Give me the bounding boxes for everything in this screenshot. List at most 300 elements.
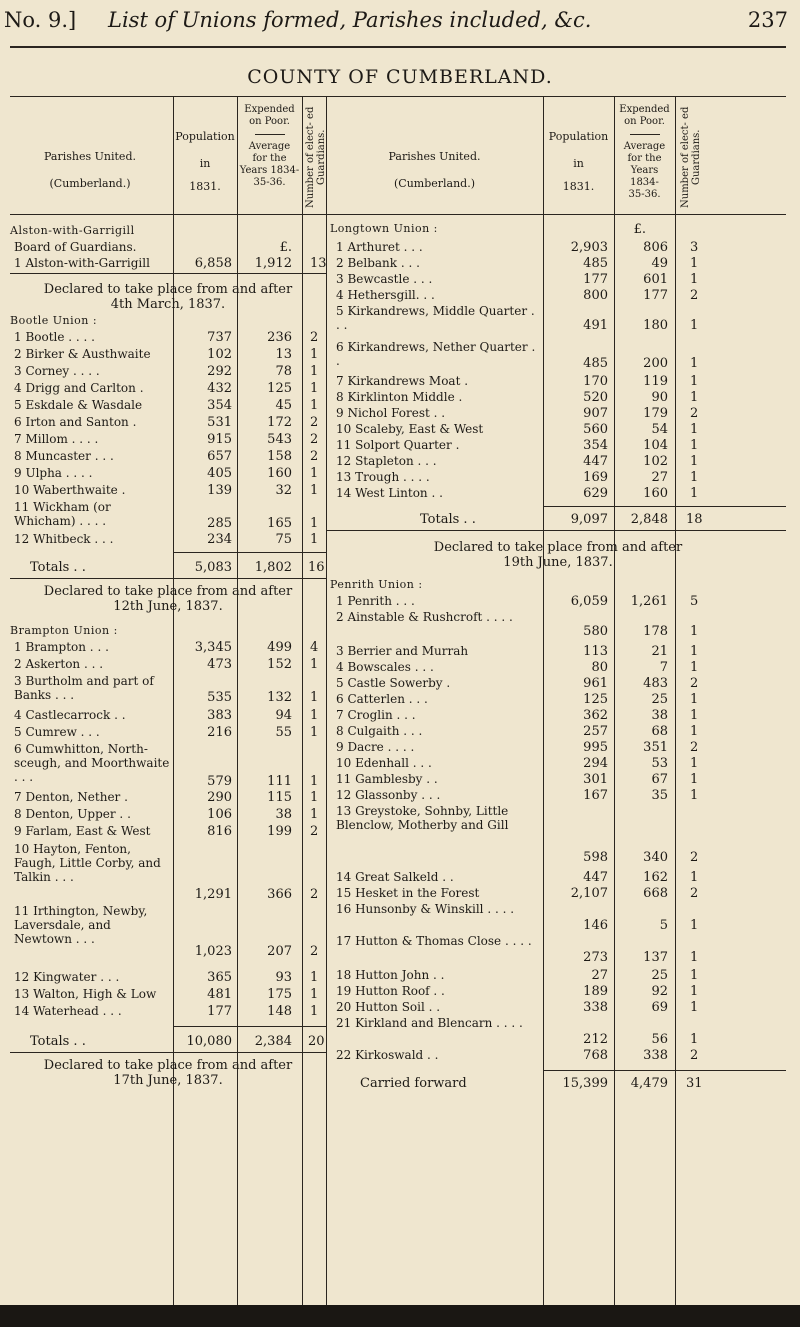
penrith-parish-name: 1 Penrith . . . <box>336 594 415 608</box>
bootle-union-title: Bootle Union : <box>10 314 98 327</box>
bootle-guardians: 1 <box>310 364 319 379</box>
penrith-population: 113 <box>583 644 608 659</box>
penrith-parish-name: 13 Greystoke, Sohnby, Little Blenclow, Motherby and Gill <box>336 804 509 832</box>
penrith-population: 212 <box>583 1032 608 1047</box>
brampton-totals-label: Totals . . <box>30 1034 86 1049</box>
bootle-parish-name: 6 Irton and Santon . <box>14 415 137 429</box>
penrith-expended: 67 <box>651 772 668 787</box>
longtown-parish-name: 2 Belbank . . . <box>336 256 420 270</box>
bootle-guardians: 1 <box>310 516 319 531</box>
right-guard-divider <box>675 96 676 1306</box>
bootle-guardians: 1 <box>310 483 319 498</box>
brampton-expended: 148 <box>267 1004 292 1019</box>
brampton-population: 1,023 <box>194 944 232 959</box>
penrith-expended: 483 <box>643 676 668 691</box>
penrith-parish-name: 19 Hutton Roof . . <box>336 984 445 998</box>
brampton-expended: 499 <box>267 640 292 655</box>
brampton-parish-name: 2 Askerton . . . <box>14 657 104 671</box>
penrith-guardians: 2 <box>690 676 699 691</box>
brampton-expended: 111 <box>267 774 292 789</box>
penrith-population: 27 <box>591 968 608 983</box>
penrith-population: 6,059 <box>570 594 608 609</box>
declaration-line: Declared to take place from and after <box>43 1058 293 1073</box>
longtown-population: 447 <box>583 454 608 469</box>
bootle-parish-name: 10 Waberthwaite . <box>14 483 126 497</box>
penrith-population: 167 <box>583 788 608 803</box>
penrith-expended: 25 <box>651 968 668 983</box>
longtown-parish-name: 12 Stapleton . . . <box>336 454 437 468</box>
bootle-expended: 160 <box>267 466 292 481</box>
brampton-expended: 55 <box>275 725 292 740</box>
declaration-line: 17th June, 1837. <box>113 1073 223 1088</box>
penrith-expended: 5 <box>659 918 668 933</box>
declaration-line: Declared to take place from and after <box>43 282 293 297</box>
penrith-guardians: 1 <box>690 660 699 675</box>
penrith-population: 768 <box>583 1048 608 1063</box>
brampton-parish-name: 6 Cumwhitton, North-sceugh, and Moorthwaite . . . <box>14 742 170 784</box>
longtown-guardians: 1 <box>690 390 699 405</box>
left-col-parishes: Parishes United. (Cumberland.) <box>44 150 136 190</box>
table-top-rule <box>10 96 786 97</box>
longtown-expended: 102 <box>643 454 668 469</box>
bootle-population: 354 <box>207 398 232 413</box>
brampton-guardians: 1 <box>310 970 319 985</box>
longtown-parish-name: 13 Trough . . . . <box>336 470 430 484</box>
brampton-population: 365 <box>207 970 232 985</box>
penrith-guardians: 1 <box>690 772 699 787</box>
longtown-guardians: 1 <box>690 422 699 437</box>
penrith-expended: 7 <box>659 660 668 675</box>
penrith-population: 995 <box>583 740 608 755</box>
penrith-guardians: 1 <box>690 950 699 965</box>
longtown-population: 485 <box>583 256 608 271</box>
bootle-guardians: 1 <box>310 381 319 396</box>
alston-population: 6,858 <box>194 256 232 271</box>
penrith-guardians: 2 <box>690 850 699 865</box>
penrith-carried-label: Carried forward <box>360 1076 467 1091</box>
brampton-population: 1,291 <box>194 887 232 902</box>
penrith-expended: 56 <box>651 1032 668 1047</box>
penrith-parish-name: 21 Kirkland and Blencarn . . . . <box>336 1016 523 1030</box>
longtown-total-exp: 2,848 <box>630 512 668 527</box>
longtown-population: 170 <box>583 374 608 389</box>
longtown-parish-name: 6 Kirkandrews, Nether Quarter . . <box>336 340 536 368</box>
longtown-guardians: 1 <box>690 486 699 501</box>
longtown-expended: 806 <box>643 240 668 255</box>
longtown-population: 177 <box>583 272 608 287</box>
left-col-population: Population in 1831. <box>175 130 235 193</box>
longtown-expended: 177 <box>643 288 668 303</box>
brampton-total-pop: 10,080 <box>186 1034 232 1049</box>
penrith-guardians: 1 <box>690 870 699 885</box>
longtown-total-g: 18 <box>686 512 703 527</box>
penrith-guardians: 1 <box>690 692 699 707</box>
bootle-parish-name: 3 Corney . . . . <box>14 364 100 378</box>
penrith-expended: 338 <box>643 1048 668 1063</box>
longtown-population: 491 <box>583 318 608 333</box>
brampton-guardians: 1 <box>310 807 319 822</box>
longtown-end-rule <box>326 530 786 531</box>
brampton-guardians: 1 <box>310 987 319 1002</box>
bootle-end-rule <box>10 578 326 579</box>
bootle-guardians: 2 <box>310 449 319 464</box>
brampton-guardians: 1 <box>310 657 319 672</box>
alston-union-title: Alston-with-Garrigill <box>10 224 135 237</box>
longtown-expended: 90 <box>651 390 668 405</box>
penrith-expended: 137 <box>643 950 668 965</box>
brampton-guardians: 4 <box>310 640 319 655</box>
penrith-population: 301 <box>583 772 608 787</box>
brampton-expended: 366 <box>267 887 292 902</box>
brampton-population: 216 <box>207 725 232 740</box>
penrith-population: 125 <box>583 692 608 707</box>
brampton-guardians: 2 <box>310 887 319 902</box>
brampton-population: 290 <box>207 790 232 805</box>
declaration-line: Declared to take place from and after <box>433 540 683 555</box>
brampton-parish-name: 4 Castlecarrock . . <box>14 708 126 722</box>
brampton-population: 535 <box>207 690 232 705</box>
penrith-parish-name: 12 Glassonby . . . <box>336 788 441 802</box>
brampton-guardians: 1 <box>310 1004 319 1019</box>
longtown-total-rule <box>543 506 786 507</box>
penrith-guardians: 5 <box>690 594 699 609</box>
longtown-parish-name: 8 Kirklinton Middle . <box>336 390 463 404</box>
penrith-total-exp: 4,479 <box>630 1076 668 1091</box>
penrith-total-rule <box>543 1070 786 1071</box>
left-col-guardians: Number of elect- ed Guardians. <box>305 106 327 208</box>
brampton-guardians: 1 <box>310 774 319 789</box>
right-col-parishes: Parishes United. (Cumberland.) <box>388 150 481 190</box>
brampton-guardians: 1 <box>310 708 319 723</box>
header-rule <box>10 46 786 48</box>
bootle-guardians: 1 <box>310 347 319 362</box>
brampton-parish-name: 13 Walton, High & Low <box>14 987 157 1001</box>
penrith-population: 338 <box>583 1000 608 1015</box>
penrith-expended: 351 <box>643 740 668 755</box>
penrith-guardians: 1 <box>690 644 699 659</box>
bootle-parish-name: 4 Drigg and Carlton . <box>14 381 144 395</box>
longtown-guardians: 2 <box>690 406 699 421</box>
bootle-population: 102 <box>207 347 232 362</box>
penrith-population: 146 <box>583 918 608 933</box>
bootle-population: 657 <box>207 449 232 464</box>
bootle-expended: 172 <box>267 415 292 430</box>
brampton-expended: 94 <box>275 708 292 723</box>
longtown-expended: 179 <box>643 406 668 421</box>
penrith-expended: 25 <box>651 692 668 707</box>
brampton-parish-name: 12 Kingwater . . . <box>14 970 120 984</box>
bootle-total-pop: 5,083 <box>194 560 232 575</box>
bootle-total-exp: 1,802 <box>254 560 292 575</box>
page-running-title: List of Unions formed, Parishes included, &c. <box>108 8 592 32</box>
longtown-parish-name: 4 Hethersgill. . . <box>336 288 435 302</box>
brampton-population: 579 <box>207 774 232 789</box>
longtown-guardians: 1 <box>690 318 699 333</box>
penrith-guardians: 2 <box>690 886 699 901</box>
bootle-expended: 165 <box>267 516 292 531</box>
alston-guardians: 13 <box>310 256 327 271</box>
penrith-parish-name: 17 Hutton & Thomas Close . . . . <box>336 934 532 948</box>
penrith-expended: 668 <box>643 886 668 901</box>
bootle-expended: 543 <box>267 432 292 447</box>
bootle-totals-label: Totals . . <box>30 560 86 575</box>
penrith-parish-name: 11 Gamblesby . . <box>336 772 438 786</box>
brampton-expended: 38 <box>275 807 292 822</box>
penrith-population: 257 <box>583 724 608 739</box>
penrith-parish-name: 14 Great Salkeld . . <box>336 870 454 884</box>
penrith-parish-name: 4 Bowscales . . . <box>336 660 434 674</box>
table-header-rule <box>10 214 786 215</box>
longtown-currency: £. <box>633 222 646 237</box>
brampton-guardians: 2 <box>310 824 319 839</box>
penrith-expended: 69 <box>651 1000 668 1015</box>
bootle-population: 737 <box>207 330 232 345</box>
longtown-expended: 27 <box>651 470 668 485</box>
longtown-union-title: Longtown Union : <box>330 222 438 235</box>
longtown-parish-name: 5 Kirkandrews, Middle Quarter . . . <box>336 304 535 332</box>
longtown-guardians: 1 <box>690 272 699 287</box>
bootle-population: 405 <box>207 466 232 481</box>
bootle-parish-name: 1 Bootle . . . . <box>14 330 95 344</box>
longtown-parish-name: 10 Scaleby, East & West <box>336 422 484 436</box>
penrith-guardians: 2 <box>690 740 699 755</box>
longtown-expended: 119 <box>643 374 668 389</box>
penrith-expended: 92 <box>651 984 668 999</box>
bootle-expended: 13 <box>275 347 292 362</box>
brampton-expended: 132 <box>267 690 292 705</box>
bootle-population: 139 <box>207 483 232 498</box>
right-col-guardians: Number of elect- ed Guardians. <box>680 106 702 208</box>
penrith-guardians: 1 <box>690 918 699 933</box>
brampton-expended: 115 <box>267 790 292 805</box>
longtown-expended: 49 <box>651 256 668 271</box>
brampton-guardians: 1 <box>310 690 319 705</box>
longtown-population: 629 <box>583 486 608 501</box>
penrith-population: 2,107 <box>570 886 608 901</box>
longtown-guardians: 3 <box>690 240 699 255</box>
penrith-population: 362 <box>583 708 608 723</box>
bootle-parish-name: 12 Whitbeck . . . <box>14 532 114 546</box>
penrith-parish-name: 22 Kirkoswald . . <box>336 1048 439 1062</box>
bootle-expended: 125 <box>267 381 292 396</box>
bootle-guardians: 2 <box>310 330 319 345</box>
brampton-parish-name: 14 Waterhead . . . <box>14 1004 122 1018</box>
longtown-parish-name: 1 Arthuret . . . <box>336 240 423 254</box>
county-title: COUNTY OF CUMBERLAND. <box>247 66 553 88</box>
bootle-expended: 45 <box>275 398 292 413</box>
bootle-parish-name: 7 Millom . . . . <box>14 432 99 446</box>
longtown-parish-name: 3 Bewcastle . . . <box>336 272 433 286</box>
penrith-population: 580 <box>583 624 608 639</box>
alston-expended: 1,912 <box>254 256 292 271</box>
penrith-guardians: 2 <box>690 1048 699 1063</box>
penrith-population: 294 <box>583 756 608 771</box>
penrith-parish-name: 15 Hesket in the Forest <box>336 886 480 900</box>
longtown-expended: 601 <box>643 272 668 287</box>
penrith-population: 598 <box>583 850 608 865</box>
longtown-population: 560 <box>583 422 608 437</box>
page-number: 237 <box>747 8 788 32</box>
brampton-expended: 93 <box>275 970 292 985</box>
bootle-expended: 75 <box>275 532 292 547</box>
bootle-total-g: 16 <box>308 560 325 575</box>
brampton-parish-name: 3 Burtholm and part of Banks . . . <box>14 674 154 702</box>
bootle-population: 292 <box>207 364 232 379</box>
penrith-guardians: 1 <box>690 788 699 803</box>
brampton-expended: 207 <box>267 944 292 959</box>
penrith-population: 961 <box>583 676 608 691</box>
brampton-population: 106 <box>207 807 232 822</box>
penrith-declaration <box>330 540 786 570</box>
penrith-parish-name: 16 Hunsonby & Winskill . . . . <box>336 902 515 916</box>
penrith-total-pop: 15,399 <box>562 1076 608 1091</box>
right-col-population: Population in 1831. <box>548 130 609 193</box>
bootle-population: 531 <box>207 415 232 430</box>
declaration-line: 12th June, 1837. <box>113 599 223 614</box>
brampton-population: 481 <box>207 987 232 1002</box>
brampton-parish-name: 7 Denton, Nether . <box>14 790 128 804</box>
brampton-population: 816 <box>207 824 232 839</box>
penrith-expended: 35 <box>651 788 668 803</box>
bootle-population: 234 <box>207 532 232 547</box>
longtown-guardians: 1 <box>690 470 699 485</box>
penrith-expended: 21 <box>651 644 668 659</box>
brampton-parish-name: 5 Cumrew . . . <box>14 725 100 739</box>
bootle-guardians: 1 <box>310 398 319 413</box>
brampton-parish-name: 11 Irthington, Newby, Laversdale, and Newtown . . . <box>14 904 148 946</box>
penrith-expended: 53 <box>651 756 668 771</box>
brampton-total-exp: 2,384 <box>254 1034 292 1049</box>
brampton-expended: 152 <box>267 657 292 672</box>
brampton-population: 3,345 <box>194 640 232 655</box>
longtown-parish-name: 11 Solport Quarter . <box>336 438 460 452</box>
page-bottom-edge <box>0 1305 800 1327</box>
declaration-line: 4th March, 1837. <box>110 297 226 312</box>
brampton-population: 383 <box>207 708 232 723</box>
brampton-guardians: 2 <box>310 944 319 959</box>
penrith-population: 447 <box>583 870 608 885</box>
penrith-guardians: 1 <box>690 968 699 983</box>
bootle-parish-name: 9 Ulpha . . . . <box>14 466 93 480</box>
penrith-population: 80 <box>591 660 608 675</box>
penrith-guardians: 1 <box>690 984 699 999</box>
alston-parish-name: 1 Alston-with-Garrigill <box>14 256 150 270</box>
longtown-population: 520 <box>583 390 608 405</box>
longtown-population: 354 <box>583 438 608 453</box>
penrith-parish-name: 20 Hutton Soil . . <box>336 1000 441 1014</box>
longtown-population: 485 <box>583 356 608 371</box>
longtown-total-pop: 9,097 <box>570 512 608 527</box>
penrith-parish-name: 18 Hutton John . . <box>336 968 445 982</box>
penrith-guardians: 1 <box>690 1032 699 1047</box>
penrith-guardians: 1 <box>690 1000 699 1015</box>
penrith-parish-name: 10 Edenhall . . . <box>336 756 432 770</box>
penrith-guardians: 1 <box>690 624 699 639</box>
penrith-guardians: 1 <box>690 708 699 723</box>
penrith-expended: 162 <box>643 870 668 885</box>
longtown-parish-name: 7 Kirkandrews Moat . <box>336 374 469 388</box>
brampton-guardians: 1 <box>310 790 319 805</box>
brampton-population: 177 <box>207 1004 232 1019</box>
brampton-expended: 175 <box>267 987 292 1002</box>
longtown-expended: 180 <box>643 318 668 333</box>
bootle-guardians: 2 <box>310 432 319 447</box>
bootle-parish-name: 8 Muncaster . . . <box>14 449 114 463</box>
longtown-guardians: 1 <box>690 374 699 389</box>
penrith-parish-name: 5 Castle Sowerby . <box>336 676 451 690</box>
bootle-expended: 236 <box>267 330 292 345</box>
longtown-population: 2,903 <box>570 240 608 255</box>
penrith-parish-name: 2 Ainstable & Rushcroft . . . . <box>336 610 513 624</box>
bootle-total-rule <box>173 552 326 553</box>
longtown-guardians: 1 <box>690 454 699 469</box>
longtown-expended: 160 <box>643 486 668 501</box>
penrith-guardians: 1 <box>690 756 699 771</box>
penrith-parish-name: 3 Berrier and Murrah <box>336 644 469 658</box>
longtown-expended: 104 <box>643 438 668 453</box>
bootle-guardians: 2 <box>310 415 319 430</box>
longtown-expended: 200 <box>643 356 668 371</box>
penrith-expended: 340 <box>643 850 668 865</box>
penrith-parish-name: 7 Croglin . . . <box>336 708 416 722</box>
page-section-number: No. 9.] <box>4 8 77 32</box>
penrith-guardians: 1 <box>690 724 699 739</box>
alston-parish-name: Board of Guardians. <box>14 240 137 254</box>
bootle-population: 915 <box>207 432 232 447</box>
longtown-parish-name: 14 West Linton . . <box>336 486 443 500</box>
brampton-total-g: 20 <box>308 1034 325 1049</box>
brampton-union-title: Brampton Union : <box>10 624 118 637</box>
brampton-parish-name: 10 Hayton, Fenton, Faugh, Little Corby, and Talkin . . . <box>14 842 161 884</box>
declaration-line: Declared to take place from and after <box>43 584 293 599</box>
penrith-expended: 68 <box>651 724 668 739</box>
bootle-parish-name: 5 Eskdale & Wasdale <box>14 398 143 412</box>
penrith-total-g: 31 <box>686 1076 703 1091</box>
bootle-guardians: 1 <box>310 532 319 547</box>
brampton-parish-name: 1 Brampton . . . <box>14 640 109 654</box>
penrith-expended: 178 <box>643 624 668 639</box>
penrith-union-title: Penrith Union : <box>330 578 423 591</box>
bootle-parish-name: 11 Wickham (or Whicham) . . . . <box>14 500 111 528</box>
bootle-expended: 32 <box>275 483 292 498</box>
bootle-population: 432 <box>207 381 232 396</box>
brampton-parish-name: 9 Farlam, East & West <box>14 824 151 838</box>
bootle-parish-name: 2 Birker & Austhwaite <box>14 347 151 361</box>
penrith-parish-name: 6 Catterlen . . . <box>336 692 428 706</box>
declaration-line: 19th June, 1837. <box>503 555 613 570</box>
bootle-expended: 158 <box>267 449 292 464</box>
longtown-population: 907 <box>583 406 608 421</box>
longtown-population: 800 <box>583 288 608 303</box>
alston-expended: £. <box>279 240 292 255</box>
penrith-population: 273 <box>583 950 608 965</box>
longtown-guardians: 2 <box>690 288 699 303</box>
bootle-population: 285 <box>207 516 232 531</box>
penrith-parish-name: 8 Culgaith . . . <box>336 724 423 738</box>
brampton-total-rule <box>173 1026 326 1027</box>
penrith-parish-name: 9 Dacre . . . . <box>336 740 415 754</box>
bootle-guardians: 1 <box>310 466 319 481</box>
longtown-population: 169 <box>583 470 608 485</box>
penrith-expended: 38 <box>651 708 668 723</box>
penrith-population: 189 <box>583 984 608 999</box>
longtown-totals-label: Totals . . <box>420 512 476 527</box>
longtown-parish-name: 9 Nichol Forest . . <box>336 406 446 420</box>
penrith-expended: 1,261 <box>630 594 668 609</box>
longtown-guardians: 1 <box>690 256 699 271</box>
longtown-guardians: 1 <box>690 438 699 453</box>
brampton-population: 473 <box>207 657 232 672</box>
